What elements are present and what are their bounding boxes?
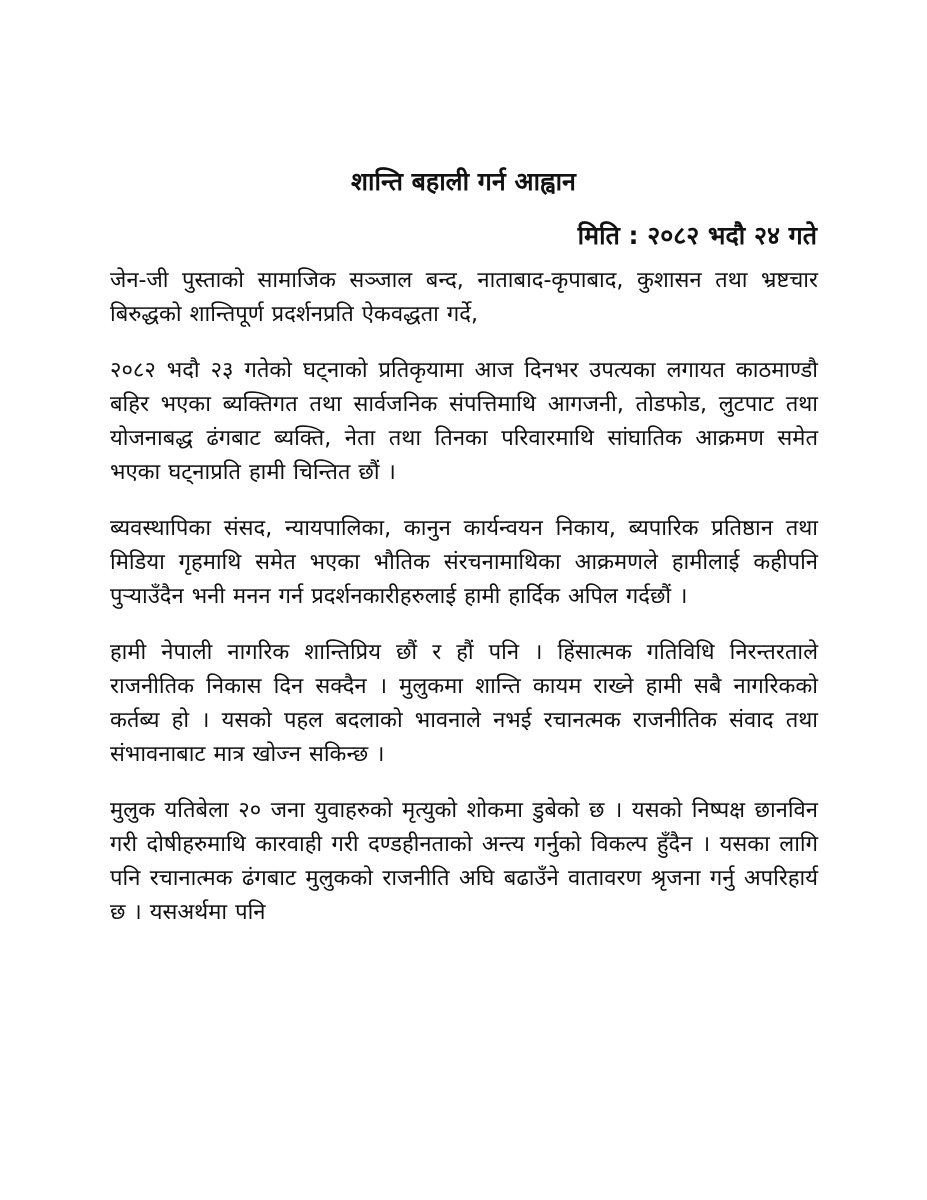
document-body <box>110 264 818 952</box>
paragraph-4: हामी नेपाली नागरिक शान्तिप्रिय छौं र हौं पनि । हिंसात्मक गतिविधि निरन्तरताले राजनीतिक निकास दिन सक्दैन । मुलुकमा शान्ति कायम राख्ने हामी सबै नागरिकको कर्तब्य हो । यसको पहल बदलाको भावनाले नभई रचानत्मक राजनीतिक संवाद तथा संभावनाबाट मात्र खोज्न सकिन्छ । <box>110 640 818 767</box>
paragraph-5: मुलुक यतिबेला २० जना युवाहरुको मृत्युको शोकमा डुबेको छ । यसको निष्पक्ष छानविन गरी दोषीहरुमाथि कारवाही गरी दण्डहीनताको अन्त्य गर्नुको विकल्प हुँदैन । यसका लागि पनि रचानात्मक ढंगबाट मुलुकको राजनीति अघि बढाउँने वातावरण श्रृजना गर्नु अपरिहार्य छ । यसअर्थमा पनि <box>110 798 818 925</box>
paragraph-3: ब्यवस्थापिका संसद, न्यायपालिका, कानुन कार्यन्वयन निकाय, ब्यपारिक प्रतिष्ठान तथा मिडिया गृहमाथि समेत भएका भौतिक संरचनामाथिका आक्रमणले हामीलाई कहीपनि पुऱ्याउँदैन भनी मनन गर्न प्रदर्शनकारीहरुलाई हामी हार्दिक अपिल गर्दछौं । <box>110 516 818 609</box>
paragraph-1: जेन-जी पुस्ताको सामाजिक सञ्जाल बन्द, नाताबाद-कृपाबाद, कुशासन तथा भ्रष्टचार बिरुद्धको शान्तिपूर्ण प्रदर्शनप्रति ऐकवद्धता गर्दे, <box>110 268 818 327</box>
paragraph-2: २०८२ भदौ २३ गतेको घट्नाको प्रतिकृयामा आज दिनभर उपत्यका लगायत काठमाण्डौ बहिर भएका ब्यक्तिगत तथा सार्वजनिक संपत्तिमाथि आगजनी, तोडफोड, लुटपाट तथा योजनाबद्ध ढंगबाट ब्यक्ति, नेता तथा तिनका परिवारमाथि सांघातिक आक्रमण समेत भएका घट्नाप्रति हामी चिन्तित छौं । <box>110 358 818 485</box>
document-date: मिति : २०८२ भदौ २४ गते <box>577 221 817 250</box>
document-title: शान्ति बहाली गर्न आह्वान <box>351 167 576 196</box>
